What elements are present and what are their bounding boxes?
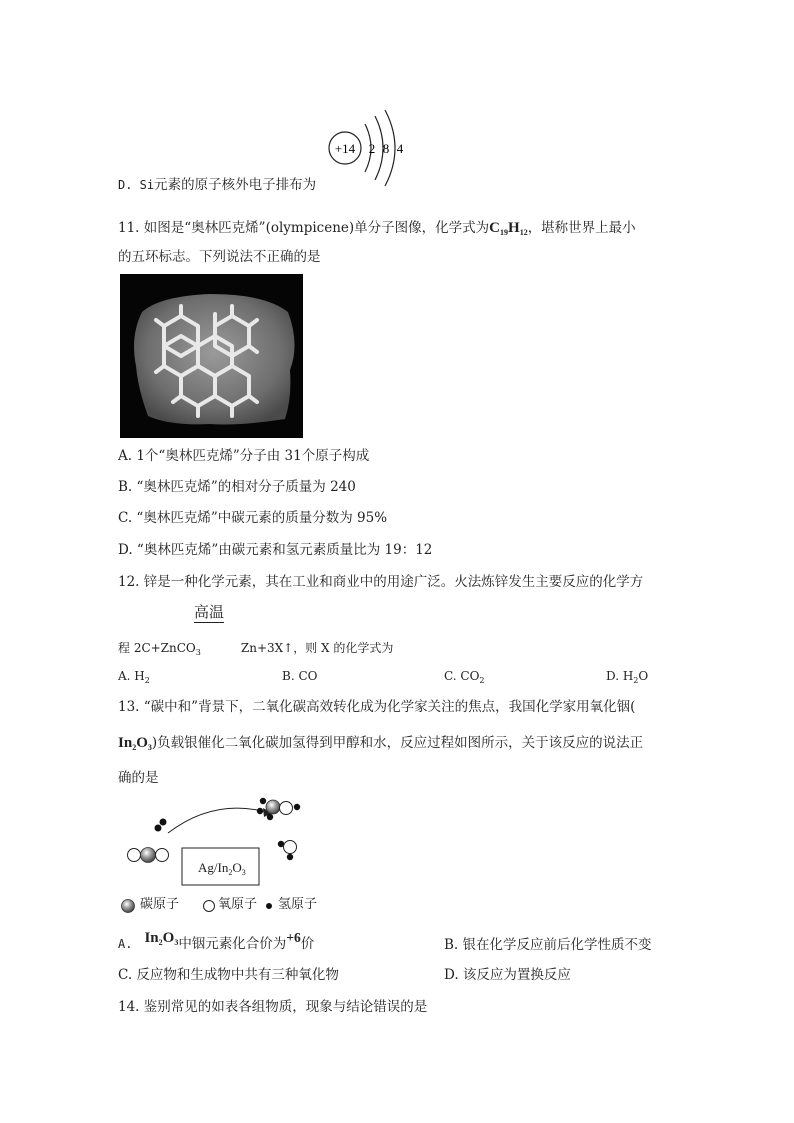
q11-option-a: A. 1个“奥林匹克烯”分子由 31个原子构成 <box>118 448 370 464</box>
oxygen-atom <box>284 841 297 854</box>
reaction-process-diagram <box>120 795 320 895</box>
carbon-atom <box>141 848 156 863</box>
indium-oxide-formula: $In_2O_3$ <box>118 735 152 752</box>
q12-option-c: C. $CO_2$ <box>444 669 485 685</box>
q10-option-d: D. Si元素的原子核外电子排布为 <box>118 177 317 193</box>
shell-count-1: 2 <box>368 141 376 156</box>
q13-option-c: C. 反应物和生成物中共有三种氧化物 <box>118 967 339 983</box>
q12-option-d: D. $H_2O$ <box>606 669 649 685</box>
q11-stem-line1: 11. 如图是“奥林匹克烯”(olympicene)单分子图像，化学式为$C_{19}H_{12}$，堪称世界上最小 <box>118 220 636 237</box>
legend-carbon-icon <box>120 898 136 914</box>
si-atom-diagram <box>325 108 415 190</box>
q12-equation-line: 程 2C+ZnCO$_3$ Zn+3X↑，则 X 的化学式为 <box>118 641 394 657</box>
q13-option-a: A. $In_2O_3$中铟元素化合价为+6价 <box>118 930 315 952</box>
q13-option-d: D. 该反应为置换反应 <box>444 967 571 983</box>
q13-option-b: B. 银在化学反应前后化学性质不变 <box>444 937 652 953</box>
oxygen-atom <box>280 802 293 815</box>
q11-option-c: C. “奥林匹克烯”中碳元素的质量分数为 95% <box>118 510 388 526</box>
q12-option-a: A. $H_2$ <box>118 669 150 685</box>
q13-stem-line2: $In_2O_3$)负载银催化二氧化碳加氢得到甲醇和水，反应过程如图所示，关于该反应的说法正 <box>118 735 644 752</box>
oxygen-atom <box>128 849 141 862</box>
hydrogen-atom <box>294 804 300 810</box>
q12-stem-line1: 12. 锌是一种化学元素，其在工业和商业中的用途广泛。火法炼锌发生主要反应的化学方 <box>118 574 644 590</box>
hydrogen-atom <box>260 798 266 804</box>
q13-stem-line1: 13. “碳中和”背景下，二氧化碳高效转化成为化学家关注的焦点，我国化学家用氧化铟( <box>118 699 636 715</box>
legend-hydrogen-icon <box>264 901 274 911</box>
reaction-condition-high-temp: 高温 <box>194 603 225 621</box>
hydrogen-atom <box>160 819 167 826</box>
olympicene-molecule-image <box>120 274 303 438</box>
q13-stem-line3: 确的是 <box>118 770 159 786</box>
indium-oxide-formula-option: $In_2O_3$ <box>144 930 179 947</box>
legend-hydrogen-label: 氢原子 <box>278 897 318 912</box>
carbon-atom <box>266 800 280 814</box>
hydrogen-atom <box>287 854 293 860</box>
hydrogen-atom <box>267 814 273 820</box>
q12-option-b: B. CO <box>282 669 318 683</box>
oxygen-atom <box>156 849 169 862</box>
hydrogen-atom <box>155 825 162 832</box>
legend-oxygen-icon <box>202 899 216 913</box>
q14-stem-line1: 14. 鉴别常见的如表各组物质，现象与结论错误的是 <box>118 999 428 1015</box>
q11-stem-line2: 的五环标志。下列说法不正确的是 <box>118 249 321 265</box>
legend-carbon-label: 碳原子 <box>140 897 180 912</box>
hydrogen-atom <box>257 808 263 814</box>
reaction-arrow <box>168 808 270 833</box>
q11-option-d: D. “奥林匹克烯”由碳元素和氢元素质量比为 19：12 <box>118 542 433 558</box>
catalyst-label: $Ag/In_2O_3$ <box>198 860 246 877</box>
legend-oxygen-label: 氧原子 <box>218 897 258 912</box>
nucleus-charge: +14 <box>334 141 356 156</box>
olympicene-formula: $C_{19}H_{12}$ <box>489 220 528 237</box>
q11-option-b: B. “奥林匹克烯”的相对分子质量为 240 <box>118 479 356 495</box>
shell-count-2: 8 <box>382 141 390 156</box>
shell-count-3: 4 <box>396 141 404 156</box>
